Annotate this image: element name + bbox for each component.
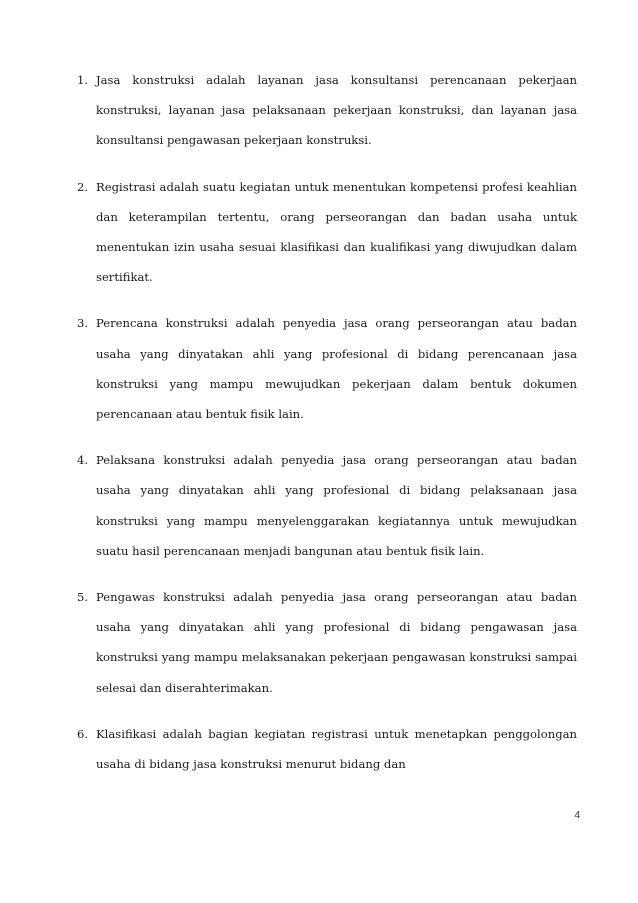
item-text: Registrasi adalah suatu kegiatan untuk menentukan kompetensi profesi keahlian dan keterampilan tertentu, orang perseorangan dan badan usaha untuk menentukan izin usaha sesuai klasifikasi dan kualifikasi yang diwujudkan dalam sertifikat. — [96, 179, 577, 285]
page-number: 4 — [574, 810, 580, 821]
item-number: 2. — [77, 179, 89, 194]
list-item — [77, 582, 577, 703]
item-text: Jasa konstruksi adalah layanan jasa konsultansi perencanaan pekerjaan konstruksi, layanan jasa pelaksanaan pekerjaan konstruksi, dan layanan jasa konsultansi pengawasan pekerjaan konstruksi. — [96, 73, 577, 148]
list-item — [77, 172, 577, 293]
item-text: Klasifikasi adalah bagian kegiatan registrasi untuk menetapkan penggolongan usaha di bidang jasa konstruksi menurut bidang dan — [96, 726, 577, 772]
item-text: Pengawas konstruksi adalah penyedia jasa orang perseorangan atau badan usaha yang dinyatakan ahli yang profesional di bidang pengawasan jasa konstruksi yang mampu melaksanakan pekerjaan pengawasan konstruksi sampai selesai dan diserahterimakan. — [96, 590, 577, 695]
list-item — [77, 719, 577, 779]
list-item — [77, 65, 577, 156]
list-item — [77, 445, 577, 566]
definition-list — [77, 65, 577, 795]
item-text: Perencana konstruksi adalah penyedia jasa orang perseorangan atau badan usaha yang dinyatakan ahli yang profesional di bidang perencanaan jasa konstruksi yang mampu mewujudkan pekerjaan dalam bentuk dokumen perencanaan atau bentuk fisik lain. — [96, 316, 577, 422]
item-number: 5. — [77, 590, 89, 605]
list-item — [77, 308, 577, 429]
item-number: 6. — [77, 726, 89, 741]
item-text: Pelaksana konstruksi adalah penyedia jasa orang perseorangan atau badan usaha yang dinyatakan ahli yang profesional di bidang pelaksanaan jasa konstruksi yang mampu menyelenggarakan kegiatannya untuk mewujudkan suatu hasil perencanaan menjadi bangunan atau bentuk fisik lain. — [96, 453, 577, 558]
item-number: 4. — [77, 453, 89, 468]
item-number: 3. — [77, 316, 89, 331]
item-number: 1. — [77, 73, 89, 87]
